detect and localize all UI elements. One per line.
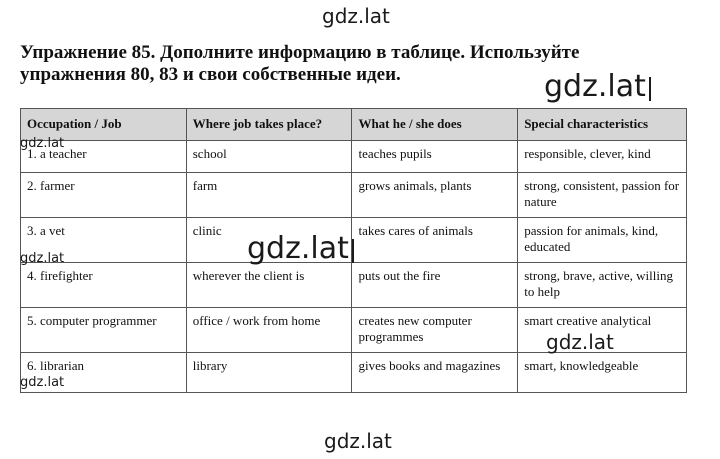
watermark-left-3: gdz.lat xyxy=(20,375,65,390)
cell-characteristics: strong, brave, active, willing to help xyxy=(518,263,687,308)
table-row xyxy=(21,263,687,308)
cell-what: teaches pupils xyxy=(352,141,518,173)
heading-line-1: Упражнение 85. Дополните информацию в таблице. Используйте xyxy=(20,42,580,63)
cell-characteristics: responsible, clever, kind xyxy=(518,141,687,173)
cell-occupation: 5. computer programmer xyxy=(21,308,187,353)
watermark-center: gdz.lat xyxy=(247,231,349,266)
cell-occupation: 6. librarian xyxy=(21,353,187,393)
heading-line-2: упражнения 80, 83 и свои собственные идеи. xyxy=(20,64,401,85)
cell-characteristics: smart, knowledgeable xyxy=(518,353,687,393)
watermark-right: gdz.lat xyxy=(546,330,614,354)
cell-what: creates new computer programmes xyxy=(352,308,518,353)
cell-where: office / work from home xyxy=(186,308,352,353)
cell-where: library xyxy=(186,353,352,393)
cell-characteristics: smart creative analytical xyxy=(518,308,687,353)
cell-occupation: 4. firefighter xyxy=(21,263,187,308)
cell-what: puts out the fire xyxy=(352,263,518,308)
cell-what: grows animals, plants xyxy=(352,173,518,218)
cell-what: takes cares of animals xyxy=(352,218,518,263)
cell-occupation: 1. a teacher xyxy=(21,141,187,173)
table-row xyxy=(21,353,687,393)
watermark-heading-right: gdz.lat xyxy=(544,69,646,104)
cell-where: farm xyxy=(186,173,352,218)
header-where: Where job takes place? xyxy=(186,109,352,141)
watermark-bottom: gdz.lat xyxy=(324,429,392,453)
table-header-row xyxy=(21,109,687,141)
header-characteristics: Special characteristics xyxy=(518,109,687,141)
table-row xyxy=(21,173,687,218)
cell-occupation: 2. farmer xyxy=(21,173,187,218)
cell-what: gives books and magazines xyxy=(352,353,518,393)
cell-occupation: 3. a vet xyxy=(21,218,187,263)
watermark-top: gdz.lat xyxy=(322,4,390,28)
table-row xyxy=(21,141,687,173)
cell-characteristics: strong, consistent, passion for nature xyxy=(518,173,687,218)
header-what: What he / she does xyxy=(352,109,518,141)
cell-characteristics: passion for animals, kind, educated xyxy=(518,218,687,263)
cell-where: wherever the client is xyxy=(186,263,352,308)
watermark-left-2: gdz.lat xyxy=(20,251,65,266)
header-occupation: Occupation / Job xyxy=(21,109,187,141)
watermark-left-1: gdz.lat xyxy=(20,136,65,151)
cell-where: school xyxy=(186,141,352,173)
cell-where: clinic xyxy=(186,218,352,263)
